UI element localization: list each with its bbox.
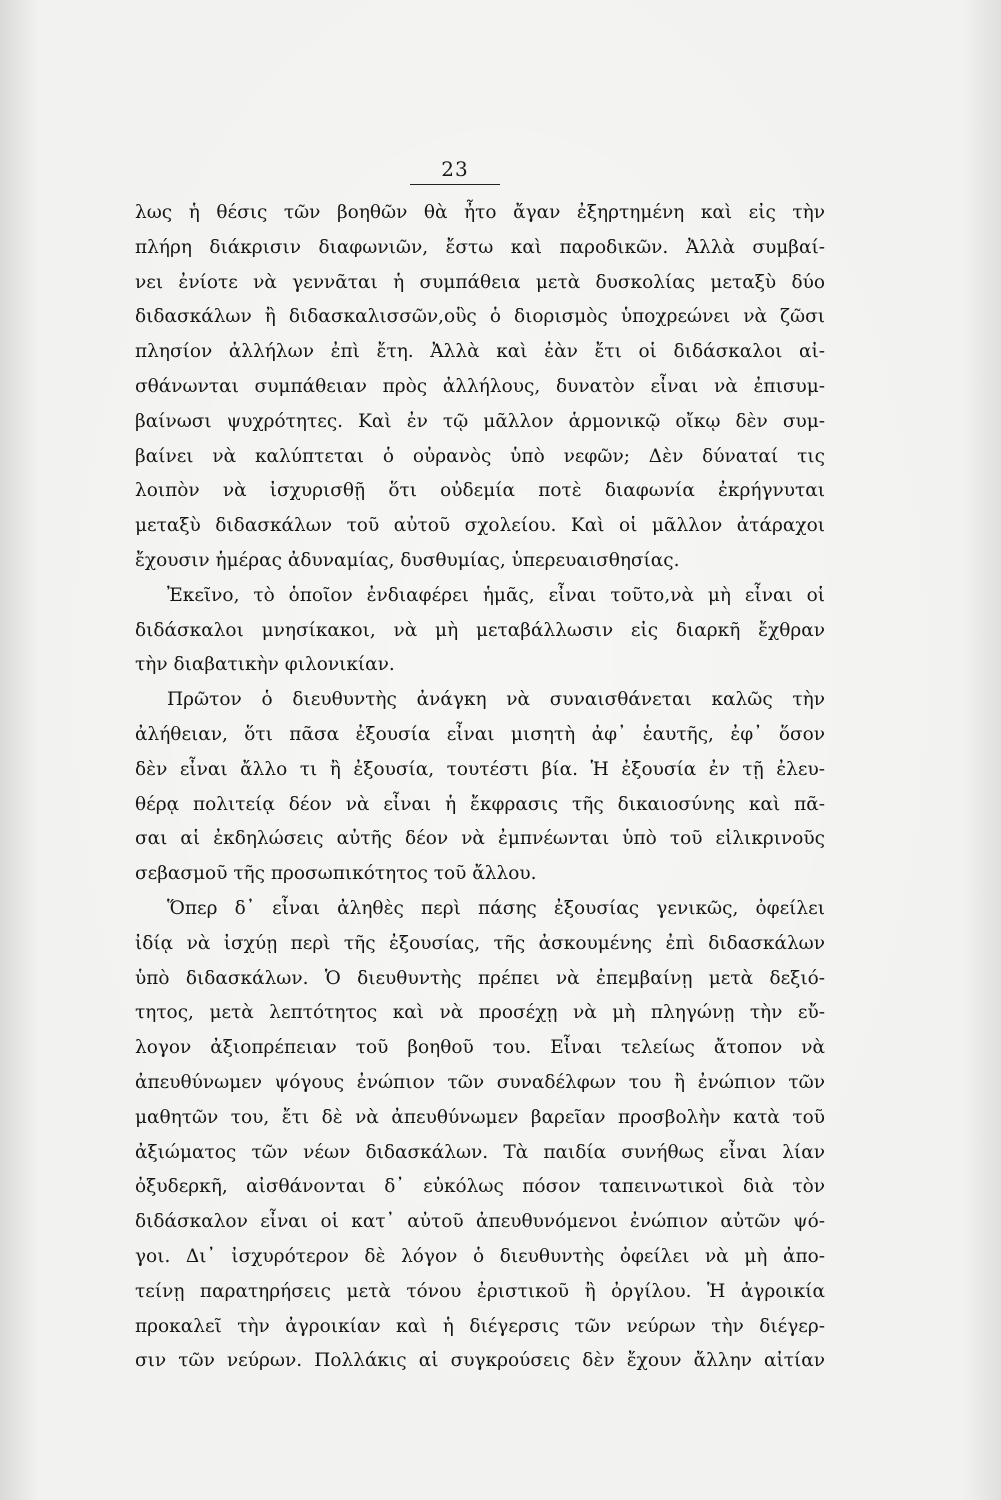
text-line: σιν τῶν νεύρων. Πολλάκις αἱ συγκρούσεις δὲν ἔχουν ἄλλην αἰτίαν xyxy=(135,1350,825,1372)
text-line: βαίνει νὰ καλύπτεται ὁ οὐρανὸς ὑπὸ νεφῶν; Δὲν δύναταί τις xyxy=(135,445,825,467)
text-line: μαθητῶν του, ἔτι δὲ νὰ ἀπευθύνωμεν βαρεῖαν προσβολὴν κατὰ τοῦ xyxy=(135,1106,825,1128)
text-line: τὴν διαβατικὴν φιλονικίαν. xyxy=(135,654,395,676)
paragraph-start-line: Ὅπερ δ᾽ εἶναι ἀληθὲς περὶ πάσης ἐξουσίας γενικῶς, ὀφείλει xyxy=(167,897,825,919)
body-text xyxy=(135,196,825,1379)
text-line: ἀλήθειαν, ὅτι πᾶσα ἐξουσία εἶναι μισητὴ ἀφ᾽ ἑαυτῆς, ἐφ᾽ ὅσον xyxy=(135,723,825,745)
page-number-rule xyxy=(410,184,500,185)
text-line: τητος, μετὰ λεπτότητος καὶ νὰ προσέχῃ νὰ μὴ πληγώνῃ τὴν εὔ- xyxy=(135,1002,825,1024)
text-line: λως ἡ θέσις τῶν βοηθῶν θὰ ἦτο ἄγαν ἐξηρτημένη καὶ εἰς τὴν xyxy=(135,202,825,223)
text-line: πλησίον ἀλλήλων ἐπὶ ἔτη. Ἀλλὰ καὶ ἐὰν ἔτι οἱ διδάσκαλοι αἰ- xyxy=(135,341,825,363)
text-line: λοιπὸν νὰ ἰσχυρισθῇ ὅτι οὐδεμία ποτὲ διαφωνία ἐκρήγνυται xyxy=(135,480,825,502)
text-line: τείνῃ παρατηρήσεις μετὰ τόνου ἐριστικοῦ ἢ ὀργίλου. Ἡ ἀγροικία xyxy=(135,1280,825,1302)
paragraph-start-line: Ἐκεῖνο, τὸ ὁποῖον ἐνδιαφέρει ἡμᾶς, εἶναι τοῦτο,νὰ μὴ εἶναι οἱ xyxy=(167,584,825,606)
text-line: διδασκάλων ἢ διδασκαλισσῶν,οὓς ὁ διορισμὸς ὑποχρεώνει νὰ ζῶσι xyxy=(135,306,825,328)
text-line: προκαλεῖ τὴν ἀγροικίαν καὶ ἡ διέγερσις τῶν νεύρων τὴν διέγερ- xyxy=(135,1315,825,1337)
text-line: ἀξιώματος τῶν νέων διδασκάλων. Τὰ παιδία συνήθως εἶναι λίαν xyxy=(135,1141,825,1163)
text-line: γοι. Δι᾽ ἰσχυρότερον δὲ λόγον ὁ διευθυντὴς ὀφείλει νὰ μὴ ἀπο- xyxy=(135,1245,825,1267)
text-line: νει ἐνίοτε νὰ γεννᾶται ἡ συμπάθεια μετὰ δυσκολίας μεταξὺ δύο xyxy=(135,271,825,293)
text-line: διδάσκαλον εἶναι οἱ κατ᾽ αὐτοῦ ἀπευθυνόμενοι ἐνώπιον αὐτῶν ψό- xyxy=(135,1211,825,1233)
text-line: ἔχουσιν ἡμέρας ἀδυναμίας, δυσθυμίας, ὑπερευαισθησίας. xyxy=(135,549,680,571)
text-line: σθάνωνται συμπάθειαν πρὸς ἀλλήλους, δυνατὸν εἶναι νὰ ἐπισυμ- xyxy=(135,375,825,397)
text-line: δὲν εἶναι ἄλλο τι ἢ ἐξουσία, τουτέστι βία. Ἡ ἐξουσία ἐν τῇ ἐλευ- xyxy=(135,758,825,780)
text-line: ὑπὸ διδασκάλων. Ὁ διευθυντὴς πρέπει νὰ ἐπεμβαίνῃ μετὰ δεξιό- xyxy=(135,967,825,989)
page-number: 23 xyxy=(441,157,469,181)
text-line: σαι αἱ ἐκδηλώσεις αὐτῆς δέον νὰ ἐμπνέωνται ὑπὸ τοῦ εἰλικρινοῦς xyxy=(135,828,825,850)
text-line: θέρᾳ πολιτείᾳ δέον νὰ εἶναι ἡ ἔκφρασις τῆς δικαιοσύνης καὶ πᾶ- xyxy=(135,793,825,815)
paragraph-start-line: Πρῶτον ὁ διευθυντὴς ἀνάγκη νὰ συναισθάνεται καλῶς τὴν xyxy=(167,689,825,711)
text-line: βαίνωσι ψυχρότητες. Καὶ ἐν τῷ μᾶλλον ἁρμονικῷ οἴκῳ δὲν συμ- xyxy=(135,410,825,432)
text-line: σεβασμοῦ τῆς προσωπικότητος τοῦ ἄλλου. xyxy=(135,863,537,885)
text-line: ἰδίᾳ νὰ ἰσχύῃ περὶ τῆς ἐξουσίας, τῆς ἀσκουμένης ἐπὶ διδασκάλων xyxy=(135,932,825,954)
text-line: ὀξυδερκῆ, αἰσθάνονται δ᾽ εὐκόλως πόσον ταπεινωτικοὶ διὰ τὸν xyxy=(135,1176,825,1198)
text-line: πλήρη διάκρισιν διαφωνιῶν, ἔστω καὶ παροδικῶν. Ἀλλὰ συμβαί- xyxy=(135,236,825,258)
text-line: διδάσκαλοι μνησίκακοι, νὰ μὴ μεταβάλλωσιν εἰς διαρκῆ ἔχθραν xyxy=(135,619,825,641)
text-line: ἀπευθύνωμεν ψόγους ἐνώπιον τῶν συναδέλφων του ἢ ἐνώπιον τῶν xyxy=(135,1071,825,1093)
text-line: μεταξὺ διδασκάλων τοῦ αὐτοῦ σχολείου. Καὶ οἱ μᾶλλον ἀτάραχοι xyxy=(135,515,825,537)
text-line: λογον ἀξιοπρέπειαν τοῦ βοηθοῦ του. Εἶναι τελείως ἄτοπον νὰ xyxy=(135,1037,825,1059)
